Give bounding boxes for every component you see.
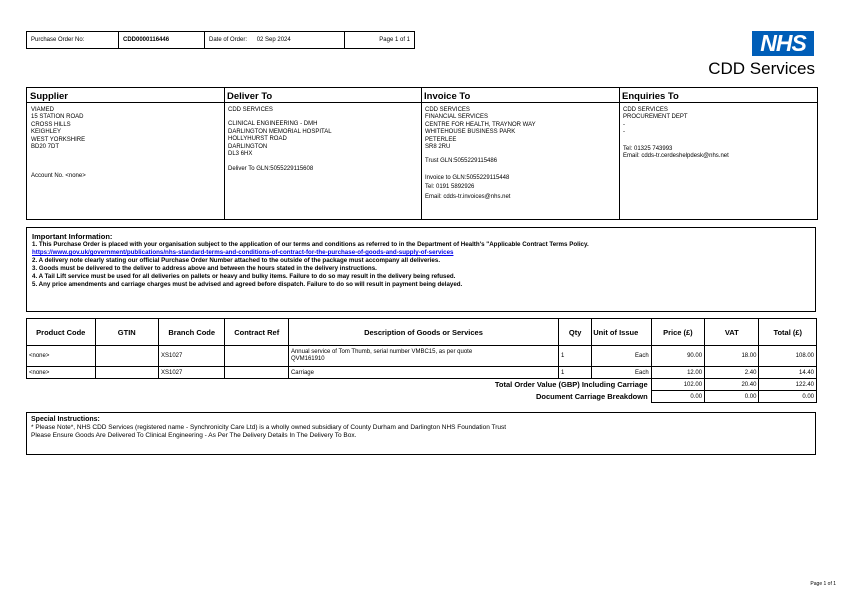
important-line-5: 5. Any price amendments and carriage charges must be advised and agreed before dispatch. Failure to do so will result in payment being delayed.: [32, 280, 463, 288]
address-line: DARLINGTON MEMORIAL HOSPITAL: [228, 128, 332, 135]
supplier-title: Supplier: [27, 88, 224, 103]
col-unit-of-issue: Unit of Issue: [592, 319, 651, 346]
important-line-1: 1. This Purchase Order is placed with your organisation subject to the application of our terms and conditions as referred to in the Department of Health's "Applicable Contract Terms Policy.: [32, 241, 589, 248]
col-price: Price (£): [651, 319, 704, 346]
cell-vat: 18.00: [705, 346, 759, 367]
deliver-address: [224, 103, 421, 174]
invoice-tel: Tel: 0191 5892926: [425, 184, 475, 191]
enquiries-address: [619, 103, 817, 160]
carriage-vat: 0.00: [705, 391, 759, 403]
cell-unit: Each: [592, 367, 651, 379]
important-line-3: 3. Goods must be delivered to the deliver to address above and between the hours stated in the delivery instructions.: [32, 264, 377, 272]
address-line: HOLLYHURST ROAD: [228, 136, 287, 143]
address-line: -: [623, 129, 625, 136]
address-line: SR8 2RU: [425, 144, 451, 151]
address-line: WEST YORKSHIRE: [31, 136, 86, 143]
items-table: [26, 318, 817, 403]
footer-page-number: Page 1 of 1: [810, 581, 836, 587]
col-branch-code: Branch Code: [158, 319, 225, 346]
enquiries-title: Enquiries To: [619, 88, 817, 103]
cell-unit: Each: [592, 346, 651, 367]
total-price: 102.00: [651, 379, 704, 391]
cell-qty: 1: [559, 346, 592, 367]
supplier-column: [27, 88, 225, 219]
invoice-gln: Invoice to GLN:5055229115448: [425, 174, 510, 181]
col-product-code: Product Code: [27, 319, 96, 346]
cell-vat: 2.40: [705, 367, 759, 379]
col-qty: Qty: [559, 319, 592, 346]
total-vat: 20.40: [705, 379, 759, 391]
description-line: QVM161910: [290, 356, 325, 362]
address-line: CDD SERVICES: [228, 107, 273, 113]
po-label: Purchase Order No:: [27, 32, 119, 49]
col-total: Total (£): [759, 319, 817, 346]
address-box: [26, 87, 818, 220]
address-line: WHITEHOUSE BUSINESS PARK: [425, 129, 516, 136]
cell-qty: 1: [559, 367, 592, 379]
brand-title: CDD Services: [708, 59, 815, 78]
invoice-email: Email: cdds-tr.invoices@nhs.net: [425, 193, 511, 200]
carriage-price: 0.00: [651, 391, 704, 403]
address-line: CENTRE FOR HEALTH, TRAYNOR WAY: [425, 121, 536, 128]
important-information: [26, 227, 816, 312]
table-row: [27, 346, 817, 367]
order-header-table: [26, 31, 415, 49]
items-header-row: [27, 319, 817, 346]
cell-description: Carriage: [288, 367, 558, 379]
enquiries-column: [619, 88, 817, 219]
cell-gtin: [95, 367, 158, 379]
description-line: Annual service of Tom Thumb, serial number VMBC15, as per quote: [290, 349, 473, 355]
deliver-gln: Deliver To GLN:5055229115608: [228, 166, 314, 173]
trust-gln: Trust GLN:5055229115486: [425, 158, 498, 165]
cell-price: 90.00: [651, 346, 704, 367]
col-vat: VAT: [705, 319, 759, 346]
date-value: 02 Sep 2024: [256, 37, 291, 43]
supplier-address: [27, 103, 224, 181]
cell-branch-code: XS1027: [158, 367, 225, 379]
date-label: Date of Order:: [209, 37, 248, 43]
total-total: 122.40: [759, 379, 817, 391]
cell-price: 12.00: [651, 367, 704, 379]
total-row: [27, 379, 817, 391]
cell-total: 14.40: [759, 367, 817, 379]
address-line: CLINICAL ENGINEERING - DMH: [228, 121, 318, 128]
address-line: DARLINGTON: [228, 143, 268, 150]
col-gtin: GTIN: [95, 319, 158, 346]
cell-contract-ref: [225, 346, 288, 367]
table-row: [27, 367, 817, 379]
deliver-title: Deliver To: [224, 88, 421, 103]
cell-total: 108.00: [759, 346, 817, 367]
address-line: CROSS HILLS: [31, 121, 71, 128]
cell-branch-code: XS1027: [158, 346, 225, 367]
nhs-logo: [752, 31, 814, 56]
enquiries-email: Email: cdds-tr.cerdeshelpdesk@nhs.net: [623, 153, 729, 160]
address-line: VIAMED: [31, 107, 55, 113]
carriage-total: 0.00: [759, 391, 817, 403]
carriage-row: [27, 391, 817, 403]
total-label: Total Order Value (GBP) Including Carriage: [494, 380, 648, 390]
invoice-column: [421, 88, 620, 219]
address-line: PROCUREMENT DEPT: [623, 114, 688, 121]
special-title: Special Instructions:: [31, 416, 100, 423]
address-line: CDD SERVICES: [425, 107, 470, 113]
address-line: BD20 7DT: [31, 144, 60, 151]
cell-product-code: <none>: [27, 367, 96, 379]
address-line: 15 STATION ROAD: [31, 114, 84, 121]
important-title: Important Information:: [32, 232, 113, 241]
special-instructions: [26, 412, 816, 455]
cell-description: [288, 346, 558, 367]
address-line: FINANCIAL SERVICES: [425, 114, 489, 121]
account-number: Account No. <none>: [31, 173, 86, 180]
col-description: Description of Goods or Services: [288, 319, 558, 346]
nhs-logo-text: NHS: [760, 30, 806, 56]
address-line: PETERLEE: [425, 136, 457, 143]
address-line: CDD SERVICES: [623, 107, 668, 113]
carriage-label: Document Carriage Breakdown: [535, 392, 648, 401]
col-contract-ref: Contract Ref: [225, 319, 288, 346]
important-line-4: 4. A Tail Lift service must be used for all deliveries on pallets or heavy and bulky items. Failure to do so may result in the delivery being refused.: [32, 272, 456, 280]
important-line-2: 2. A delivery note clearly stating our official Purchase Order Number attached to the outside of the package must accompany all deliveries.: [32, 256, 441, 264]
cell-contract-ref: [225, 367, 288, 379]
enquiries-tel: Tel: 01325 743993: [623, 145, 673, 152]
terms-link[interactable]: https://www.gov.uk/government/publications/nhs-standard-terms-and-conditions-of-contract-for-the-purchase-of-goods-and-supply-of-services: [32, 248, 454, 256]
address-line: [228, 114, 417, 121]
invoice-address: [421, 103, 619, 201]
deliver-column: [224, 88, 422, 219]
invoice-title: Invoice To: [421, 88, 619, 103]
special-line-2: Please Ensure Goods Are Delivered To Clinical Engineering - As Per The Delivery Details In The Delivery To Box.: [31, 432, 357, 439]
cell-gtin: [95, 346, 158, 367]
po-number: CDD0000116446: [119, 32, 205, 49]
address-line: DL3 6HX: [228, 151, 253, 158]
address-line: KEIGHLEY: [31, 129, 62, 136]
special-line-1: * Please Note*, NHS CDD Services (registered name - Synchronicity Care Ltd) is a wholly owned subsidiary of County Durham and Darlington NHS Foundation Trust: [31, 424, 507, 431]
order-date: [205, 32, 345, 49]
address-line: -: [623, 121, 625, 128]
cell-product-code: <none>: [27, 346, 96, 367]
page-indicator: Page 1 of 1: [345, 32, 415, 49]
